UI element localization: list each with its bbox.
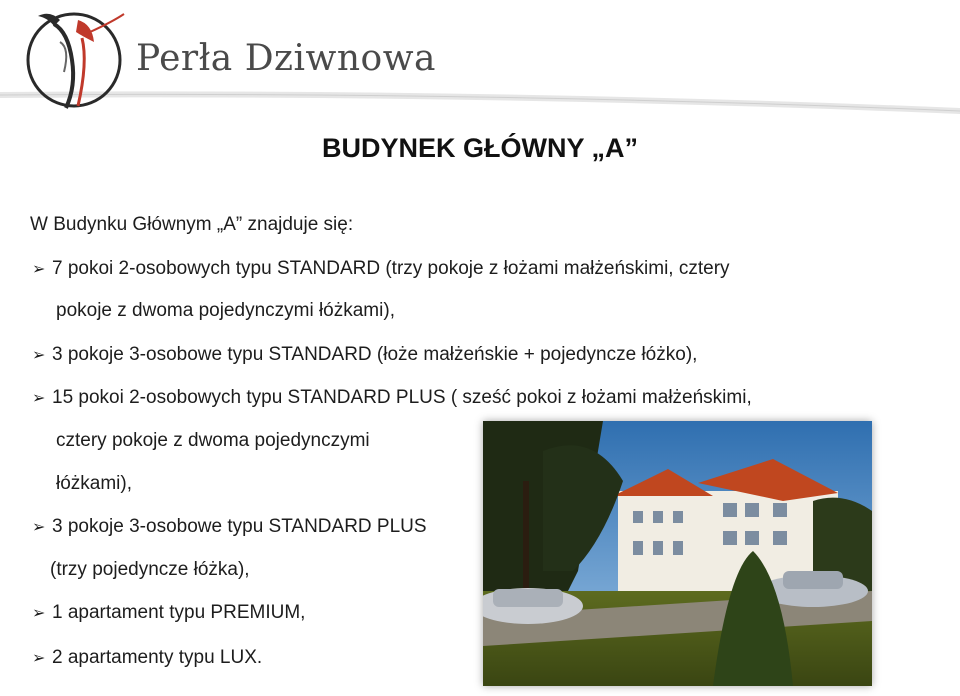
list-item-continuation: (trzy pojedyncze łóżka),: [50, 559, 250, 580]
arrow-bullet-icon: ➢: [32, 347, 46, 364]
list-item-text: 3 pokoje 3-osobowe typu STANDARD (łoże małżeńskie + pojedyncze łóżko),: [52, 344, 698, 365]
list-item: [32, 258, 730, 280]
logo-text: Perła Dziwnowa: [136, 38, 436, 79]
page-title: BUDYNEK GŁÓWNY „A”: [321, 133, 638, 163]
list-item: [32, 602, 305, 624]
list-item: [32, 387, 752, 409]
list-item-text: 15 pokoi 2-osobowych typu STANDARD PLUS ( sześć pokoi z łożami małżeńskimi,: [52, 387, 752, 408]
arrow-bullet-icon: ➢: [32, 605, 46, 622]
list-item-text: 3 pokoje 3-osobowe typu STANDARD PLUS: [52, 516, 427, 537]
arrow-bullet-icon: ➢: [32, 519, 46, 536]
building-photo: [483, 421, 872, 686]
list-item-text: 1 apartament typu PREMIUM,: [52, 602, 306, 623]
list-item: [32, 516, 427, 538]
list-item: [32, 647, 262, 669]
arrow-bullet-icon: ➢: [32, 390, 46, 407]
list-item-text: 7 pokoi 2-osobowych typu STANDARD (trzy pokoje z łożami małżeńskimi, cztery: [52, 258, 730, 279]
list-item-continuation: cztery pokoje z dwoma pojedynczymi: [56, 430, 370, 451]
list-item-text: 2 apartamenty typu LUX.: [52, 647, 263, 668]
stork-logo-icon: [20, 2, 132, 114]
list-item: [32, 344, 697, 366]
list-item-continuation: pokoje z dwoma pojedynczymi łóżkami),: [56, 300, 395, 321]
arrow-bullet-icon: ➢: [32, 650, 46, 667]
list-item-continuation: łóżkami),: [56, 473, 133, 494]
intro-text: W Budynku Głównym „A” znajduje się:: [30, 214, 354, 235]
arrow-bullet-icon: ➢: [32, 261, 46, 278]
